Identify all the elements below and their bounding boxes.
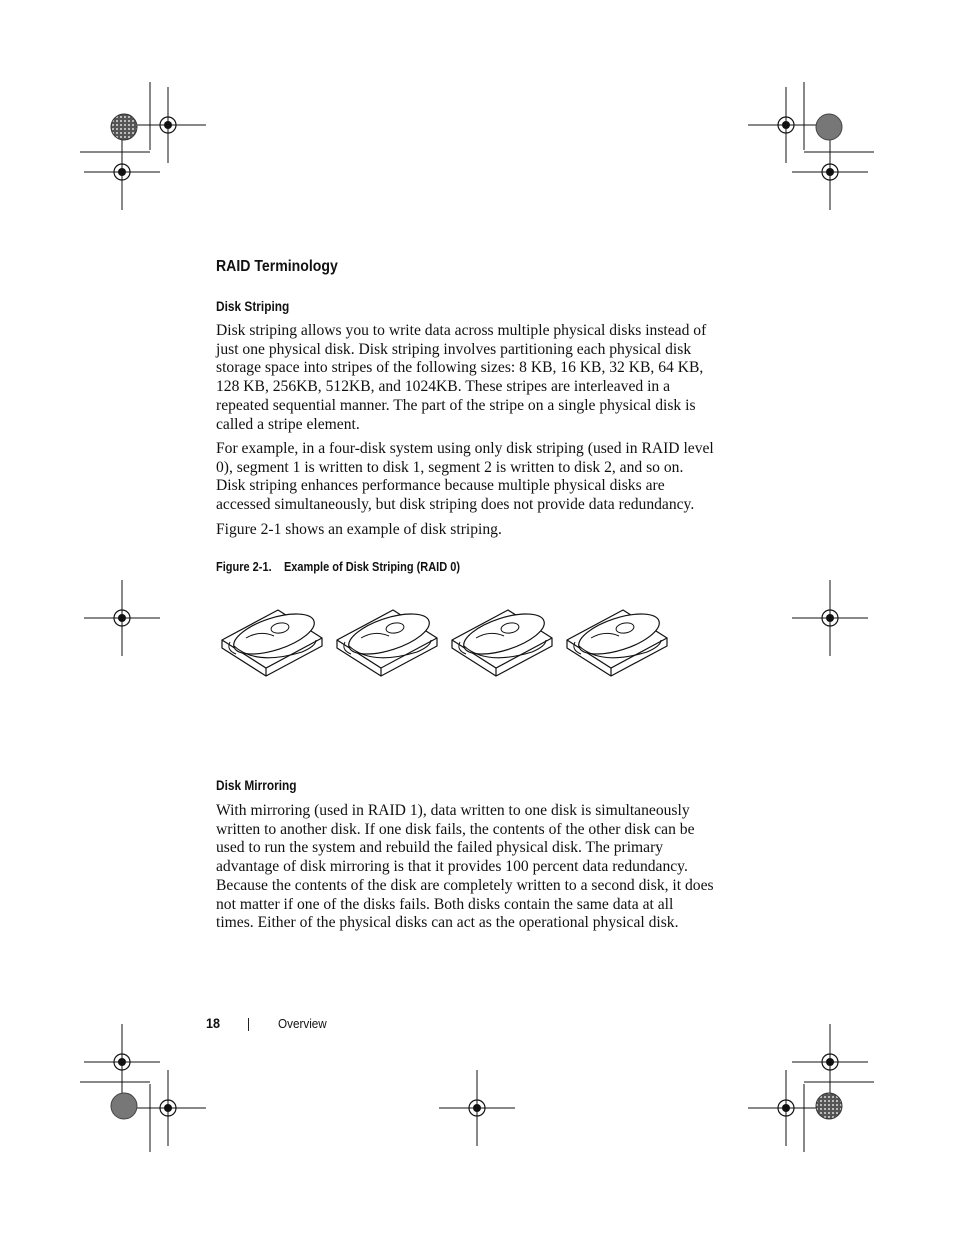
striping-paragraph-3: Figure 2-1 shows an example of disk striping. xyxy=(216,521,502,538)
footer-divider xyxy=(248,1018,249,1031)
hard-disk-icon xyxy=(567,606,667,676)
hard-disk-icon xyxy=(452,606,552,676)
striping-paragraph-1: Disk striping allows you to write data across multiple physical disks instead of just one physical disk. Disk striping involves partitioning each physical disk storage space into stripes of the following sizes: 8 KB, 16 KB, 32 KB, 64 KB, 128 KB, 256KB, 512KB, and 1024KB. These stripes are interleaved in a repeated sequential manner. The part of the stripe on a single physical disk is called a stripe element. xyxy=(216,322,707,433)
disk-striping-heading: Disk Striping xyxy=(216,299,290,314)
section-title: RAID Terminology xyxy=(216,258,338,275)
striping-paragraph-2: For example, in a four-disk system using only disk striping (used in RAID level 0), segment 1 is written to disk 1, segment 2 is written to disk 2, and so on. Disk striping enhances performance because multiple physical disks are accessed simultaneously, but disk striping does not provide data redundancy. xyxy=(216,440,714,514)
page-number: 18 xyxy=(206,1015,221,1031)
disk-mirroring-heading: Disk Mirroring xyxy=(216,778,297,793)
hard-disk-icon xyxy=(222,606,322,676)
figure-caption xyxy=(216,560,460,574)
footer-section-label: Overview xyxy=(278,1016,327,1031)
figure-number: Figure 2-1. xyxy=(216,560,272,574)
mirroring-paragraph: With mirroring (used in RAID 1), data written to one disk is simultaneously written to another disk. If one disk fails, the contents of the other disk can be used to run the system and rebuild the failed physical disk. The primary advantage of disk mirroring is that it provides 100 percent data redundancy. Because the contents of the disk are completely written to a second disk, it does not matter if one of the disks fails. Both disks contain the same data at all times. Either of the physical disks can act as the operational physical disk. xyxy=(216,802,714,932)
hard-disk-icon xyxy=(337,606,437,676)
disk-striping-figure xyxy=(216,598,676,684)
figure-title: Example of Disk Striping (RAID 0) xyxy=(283,560,460,574)
